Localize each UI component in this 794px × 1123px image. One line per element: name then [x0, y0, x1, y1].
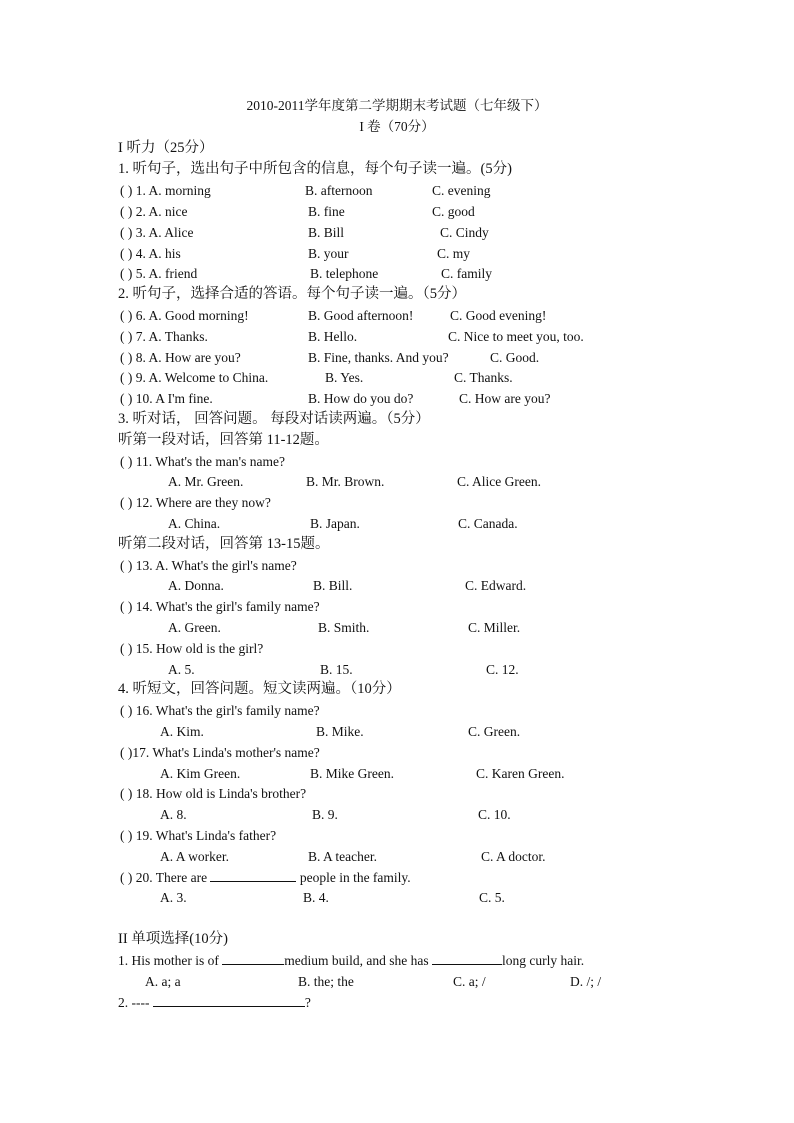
- mc-q1-stem: [118, 952, 584, 970]
- q20-stem: [120, 869, 411, 887]
- q4-option-c: C. my: [437, 246, 471, 261]
- q19-option-a: A. A worker.: [160, 849, 229, 864]
- q16-stem: ( ) 16. What's the girl's family name?: [120, 703, 320, 718]
- q13-option-c: C. Edward.: [465, 578, 527, 593]
- q5-stem: ( ) 5. A. friend: [120, 266, 198, 281]
- q15-option-c: C. 12.: [486, 662, 519, 677]
- exam-title: 2010-2011学年度第二学期期末考试题（七年级下）: [246, 98, 548, 113]
- q18-stem: ( ) 18. How old is Linda's brother?: [120, 786, 307, 801]
- q20-option-b: B. 4.: [303, 890, 329, 905]
- q15-option-a: A. 5.: [168, 662, 195, 677]
- q11-option-b: B. Mr. Brown.: [306, 474, 385, 489]
- q20-option-c: C. 5.: [479, 890, 505, 905]
- q13-option-a: A. Donna.: [168, 578, 224, 593]
- q13-stem: ( ) 13. A. What's the girl's name?: [120, 558, 297, 573]
- q20-answer-blank[interactable]: [210, 869, 296, 882]
- q14-option-c: C. Miller.: [468, 620, 521, 635]
- q1-stem: ( ) 1. A. morning: [120, 183, 211, 198]
- q17-stem: ( )17. What's Linda's mother's name?: [120, 745, 320, 760]
- q12-option-b: B. Japan.: [310, 516, 360, 531]
- q3-stem: ( ) 3. A. Alice: [120, 225, 194, 240]
- q2-option-c: C. good: [432, 204, 475, 219]
- q7-option-b: B. Hello.: [308, 329, 358, 344]
- q10-option-c: C. How are you?: [459, 391, 551, 406]
- q5-option-c: C. family: [441, 266, 492, 281]
- q19-option-c: C. A doctor.: [481, 849, 546, 864]
- q6-stem: ( ) 6. A. Good morning!: [120, 308, 249, 323]
- section2-heading: 2. 听句子，选择合适的答语。每个句子读一遍。（5分）: [118, 286, 466, 302]
- mc-q2-pre: 2. ----: [118, 995, 150, 1010]
- q17-option-a: A. Kim Green.: [160, 766, 241, 781]
- q8-option-c: C. Good.: [490, 350, 540, 365]
- q7-stem: ( ) 7. A. Thanks.: [120, 329, 208, 344]
- q6-option-c: C. Good evening!: [450, 308, 547, 323]
- q4-option-b: B. your: [308, 246, 349, 261]
- dialog1-heading: 听第一段对话，回答第 11-12题。: [118, 432, 329, 448]
- q20-option-a: A. 3.: [160, 890, 187, 905]
- q1-option-b: B. afternoon: [305, 183, 373, 198]
- q15-option-b: B. 15.: [320, 662, 353, 677]
- mc-q1-blank-2[interactable]: [432, 952, 502, 965]
- mc-q2-stem: [118, 994, 311, 1012]
- q11-stem: ( ) 11. What's the man's name?: [120, 454, 285, 469]
- q20-stem-post: people in the family.: [299, 870, 411, 885]
- q18-option-c: C. 10.: [478, 807, 511, 822]
- q10-option-b: B. How do you do?: [308, 391, 414, 406]
- mc-q1-option-b: B. the; the: [298, 974, 354, 989]
- mc-q2-post: ?: [304, 995, 311, 1010]
- section4-heading: 4. 听短文，回答问题。短文读两遍。（10分）: [118, 681, 401, 697]
- q13-option-b: B. Bill.: [313, 578, 353, 593]
- mc-q1-option-c: C. a; /: [453, 974, 486, 989]
- q14-option-a: A. Green.: [168, 620, 221, 635]
- q15-stem: ( ) 15. How old is the girl?: [120, 641, 264, 656]
- mc-q1-pre: 1. His mother is of: [118, 953, 219, 968]
- q14-option-b: B. Smith.: [318, 620, 370, 635]
- q18-option-b: B. 9.: [312, 807, 338, 822]
- q4-stem: ( ) 4. A. his: [120, 246, 181, 261]
- exam-subtitle: I 卷（70分）: [359, 119, 435, 134]
- q11-option-a: A. Mr. Green.: [168, 474, 244, 489]
- part2-heading: II 单项选择(10分): [118, 931, 228, 947]
- q10-stem: ( ) 10. A I'm fine.: [120, 391, 213, 406]
- section1-heading: 1. 听句子，选出句子中所包含的信息，每个句子读一遍。(5分): [118, 161, 512, 177]
- q8-stem: ( ) 8. A. How are you?: [120, 350, 241, 365]
- mc-q2-blank[interactable]: [153, 994, 305, 1007]
- q2-option-b: B. fine: [308, 204, 345, 219]
- q16-option-b: B. Mike.: [316, 724, 364, 739]
- q12-option-c: C. Canada.: [458, 516, 518, 531]
- mc-q1-blank-1[interactable]: [222, 952, 284, 965]
- q12-option-a: A. China.: [168, 516, 221, 531]
- mc-q1-option-d: D. /; /: [570, 974, 602, 989]
- mc-q1-option-a: A. a; a: [145, 974, 181, 989]
- q6-option-b: B. Good afternoon!: [308, 308, 414, 323]
- q9-stem: ( ) 9. A. Welcome to China.: [120, 370, 269, 385]
- q9-option-c: C. Thanks.: [454, 370, 513, 385]
- q2-stem: ( ) 2. A. nice: [120, 204, 188, 219]
- q14-stem: ( ) 14. What's the girl's family name?: [120, 599, 320, 614]
- q12-stem: ( ) 12. Where are they now?: [120, 495, 271, 510]
- q19-option-b: B. A teacher.: [308, 849, 377, 864]
- q16-option-c: C. Green.: [468, 724, 521, 739]
- part1-heading: I 听力（25分）: [118, 140, 214, 156]
- section3-heading: 3. 听对话， 回答问题。 每段对话读两遍。（5分）: [118, 411, 430, 427]
- q3-option-c: C. Cindy: [440, 225, 489, 240]
- dialog2-heading: 听第二段对话，回答第 13-15题。: [118, 536, 330, 552]
- q9-option-b: B. Yes.: [325, 370, 364, 385]
- q20-stem-pre: ( ) 20. There are: [120, 870, 208, 885]
- q17-option-c: C. Karen Green.: [476, 766, 565, 781]
- q7-option-c: C. Nice to meet you, too.: [448, 329, 584, 344]
- q3-option-b: B. Bill: [308, 225, 345, 240]
- q5-option-b: B. telephone: [310, 266, 379, 281]
- q17-option-b: B. Mike Green.: [310, 766, 394, 781]
- q1-option-c: C. evening: [432, 183, 491, 198]
- mc-q1-mid: medium build, and she has: [284, 953, 429, 968]
- q16-option-a: A. Kim.: [160, 724, 204, 739]
- q18-option-a: A. 8.: [160, 807, 187, 822]
- q19-stem: ( ) 19. What's Linda's father?: [120, 828, 277, 843]
- q8-option-b: B. Fine, thanks. And you?: [308, 350, 449, 365]
- mc-q1-post: long curly hair.: [501, 953, 585, 968]
- q11-option-c: C. Alice Green.: [457, 474, 541, 489]
